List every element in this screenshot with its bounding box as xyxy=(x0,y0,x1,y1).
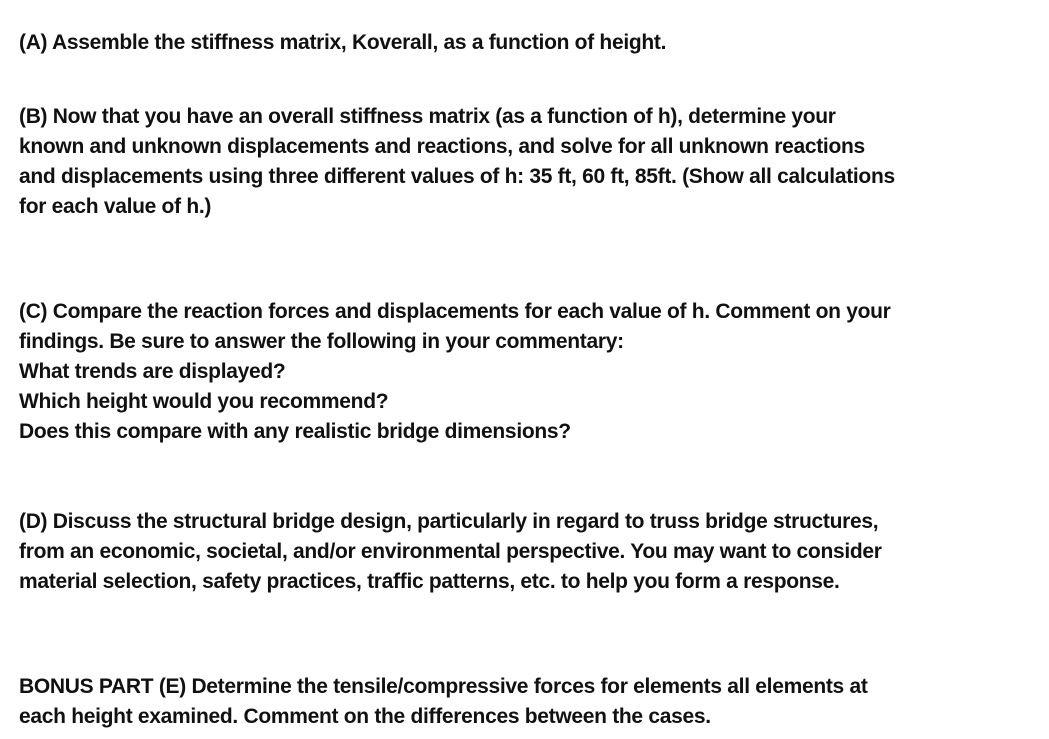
question-c-line: findings. Be sure to answer the following in your commentary: xyxy=(19,330,624,353)
question-c-line: Which height would you recommend? xyxy=(19,390,389,413)
question-d xyxy=(19,507,1029,597)
question-e-line: BONUS PART (E) Determine the tensile/compressive forces for elements all elements at xyxy=(19,675,868,698)
question-b-line: known and unknown displacements and reactions, and solve for all unknown reactions xyxy=(19,135,865,158)
question-e-bonus xyxy=(19,672,1029,732)
question-a-line: (A) Assemble the stiffness matrix, Koverall, as a function of height. xyxy=(19,31,667,54)
question-d-line: material selection, safety practices, traffic patterns, etc. to help you form a response. xyxy=(19,570,840,593)
question-c-line: (C) Compare the reaction forces and displacements for each value of h. Comment on your xyxy=(19,300,891,323)
question-e-line: each height examined. Comment on the differences between the cases. xyxy=(19,705,711,728)
question-b-line: (B) Now that you have an overall stiffness matrix (as a function of h), determine your xyxy=(19,105,836,128)
question-d-line: (D) Discuss the structural bridge design, particularly in regard to truss bridge structures, xyxy=(19,510,879,533)
question-b-line: for each value of h.) xyxy=(19,195,212,218)
question-c xyxy=(19,297,1029,447)
question-a xyxy=(19,28,1029,58)
question-c-line: Does this compare with any realistic bridge dimensions? xyxy=(19,420,571,443)
question-b-line: and displacements using three different values of h: 35 ft, 60 ft, 85ft. (Show all calculations xyxy=(19,165,895,188)
question-c-line: What trends are displayed? xyxy=(19,360,286,383)
question-d-line: from an economic, societal, and/or environmental perspective. You may want to consider xyxy=(19,540,882,563)
question-b xyxy=(19,102,1029,222)
